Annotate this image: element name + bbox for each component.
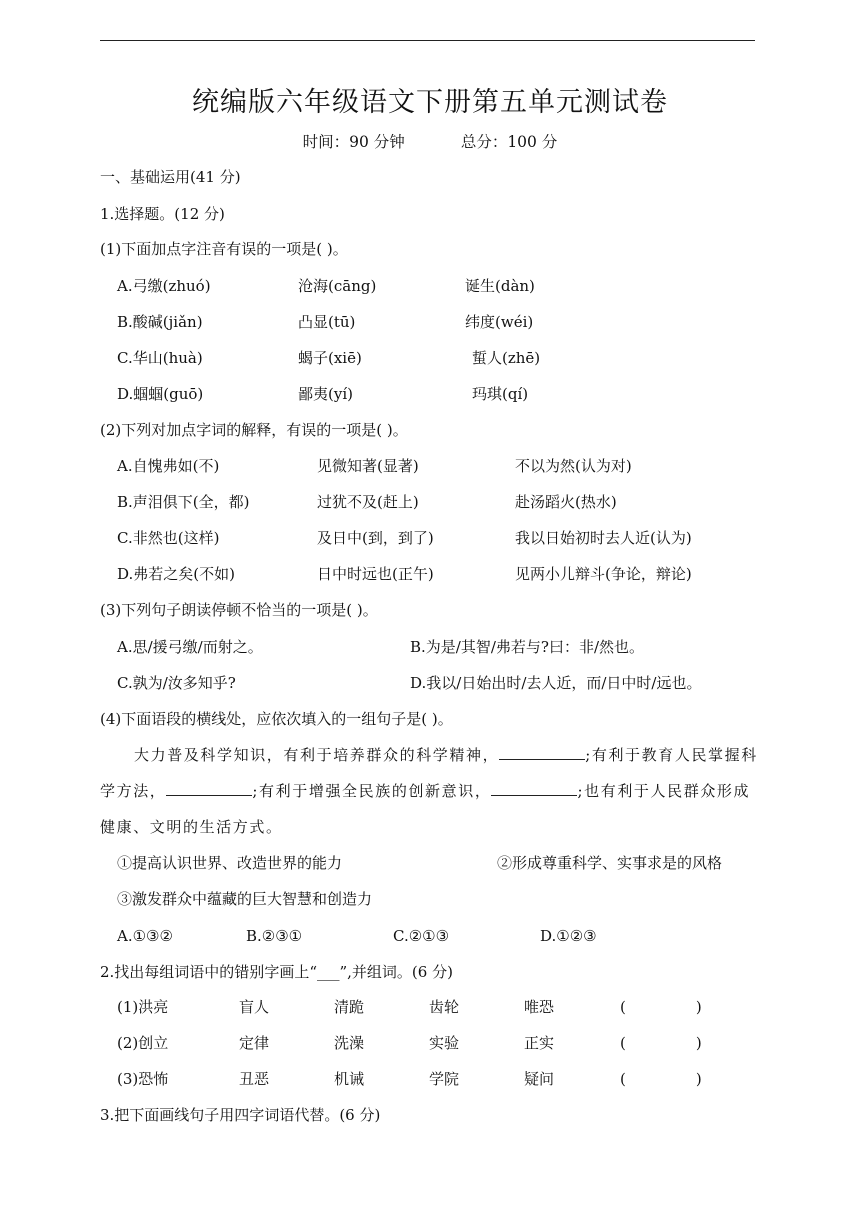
q1-sub4-choice: B.②③① [246,927,303,945]
question-2-heading: 2.找出每组词语中的错别字画上“___”,并组词。(6 分) [100,963,453,981]
q2-word: (3)恐怖 [117,1070,169,1088]
exam-meta [0,130,860,152]
question-1-heading: 1.选择题。(12 分) [100,205,225,223]
q1-sub2-option: 不以为然(认为对) [515,457,632,475]
paren-open: ( [620,1070,626,1088]
q1-sub2-option: A.自愧弗如(不) [117,457,220,475]
q1-sub2-option: C.非然也(这样) [117,529,220,547]
q1-sub3-option: C.孰为/汝多知乎? [117,674,236,692]
q2-word: 学院 [429,1070,460,1088]
q1-sub2-option: 过犹不及(赶上) [317,493,419,511]
paren-close: ) [695,1070,702,1088]
q1-sub1-option: A.弓缴(zhuó) [117,277,211,295]
q1-sub3-stem: (3)下列句子朗读停顿不恰当的一项是( )。 [100,601,378,619]
q2-word: 疑问 [524,1070,555,1088]
q2-word: 正实 [524,1034,555,1052]
q1-sub1-option: 纬度(wéi) [465,313,534,331]
q1-sub4-passage [100,737,760,845]
q1-sub4-choice: C.②①③ [393,927,450,945]
q1-sub1-option: 凸显(tū) [298,313,356,331]
q1-sub4-choice: D.①②③ [540,927,597,945]
question-3-heading: 3.把下面画线句子用四字词语代替。(6 分) [100,1106,381,1124]
paren-close: ) [695,1034,702,1052]
q2-answer-box[interactable] [620,1033,702,1053]
passage-part: ;有利于教育人民掌握科学方法， [100,746,758,800]
q1-sub4-sentence: ①提高认识世界、改造世界的能力 [117,854,343,872]
paren-close: ) [695,998,702,1016]
q1-sub2-option: 我以日始初时去人近(认为) [515,529,692,547]
section-heading: 一、基础运用(41 分) [100,168,241,186]
q1-sub1-option: D.蝈蝈(guō) [117,385,204,403]
passage-part: 大力普及科学知识，有利于培养群众的科学精神， [134,746,500,764]
paren-open: ( [620,1034,626,1052]
q1-sub2-option: 日中时远也(正午) [317,565,434,583]
q1-sub3-option: B.为是/其智/弗若与?曰：非/然也。 [410,638,644,656]
q1-sub3-option: D.我以/日始出时/去人近，而/日中时/远也。 [410,674,702,692]
q2-word: (2)创立 [117,1034,169,1052]
fill-blank[interactable] [499,745,585,760]
q1-sub2-stem: (2)下列对加点字词的解释，有误的一项是( )。 [100,421,408,439]
q1-sub2-option: B.声泪俱下(全，都) [117,493,250,511]
q2-word: (1)洪亮 [117,998,169,1016]
q1-sub1-option: C.华山(huà) [117,349,203,367]
q1-sub2-option: 见微知著(显著) [317,457,419,475]
q1-sub4-stem: (4)下面语段的横线处，应依次填入的一组句子是( )。 [100,710,453,728]
q2-word: 洗澡 [334,1034,365,1052]
q2-answer-box[interactable] [620,1069,702,1089]
fill-blank[interactable] [491,781,577,796]
q1-sub1-option: 蜇人(zhē) [472,349,541,367]
exam-time: 时间：90 分钟 [302,133,405,151]
q1-sub4-choice: A.①③② [117,927,173,945]
paren-open: ( [620,998,626,1016]
passage-part: ;有利于增强全民族的创新意识， [252,782,492,800]
q1-sub1-option: 诞生(dàn) [465,277,535,295]
q2-word: 齿轮 [429,998,460,1016]
q1-sub1-stem: (1)下面加点字注音有误的一项是( )。 [100,240,348,258]
q1-sub1-option: 鄙夷(yí) [298,385,353,403]
page-title: 统编版六年级语文下册第五单元测试卷 [192,87,668,118]
passage-part: ;也有利于人民群众形成健康、文明的生活方式。 [100,782,751,836]
q2-word: 机诫 [334,1070,365,1088]
q1-sub2-option: 及日中(到，到了) [317,529,434,547]
q2-word: 实验 [429,1034,460,1052]
q2-word: 清跪 [334,998,365,1016]
q1-sub1-option: 玛琪(qí) [472,385,529,403]
q1-sub1-option: 蝎子(xiē) [298,349,362,367]
q2-answer-box[interactable] [620,997,702,1017]
q1-sub2-option: D.弗若之矣(不如) [117,565,235,583]
q1-sub2-option: 赴汤蹈火(热水) [515,493,617,511]
q2-word: 唯恐 [524,998,555,1016]
q1-sub4-sentence: ③激发群众中蕴藏的巨大智慧和创造力 [117,890,373,908]
q2-word: 定律 [239,1034,270,1052]
q1-sub1-option: B.酸碱(jiǎn) [117,313,203,331]
exam-total: 总分：100 分 [460,133,558,151]
q1-sub4-sentence: ②形成尊重科学、实事求是的风格 [497,854,723,872]
q2-word: 丑恶 [239,1070,270,1088]
q1-sub2-option: 见两小儿辩斗(争论，辩论) [515,565,692,583]
q1-sub3-option: A.思/援弓缴/而射之。 [117,638,263,656]
q1-sub1-option: 沧海(cāng) [298,277,377,295]
fill-blank[interactable] [166,781,252,796]
q2-word: 盲人 [239,998,270,1016]
top-rule [100,40,755,41]
